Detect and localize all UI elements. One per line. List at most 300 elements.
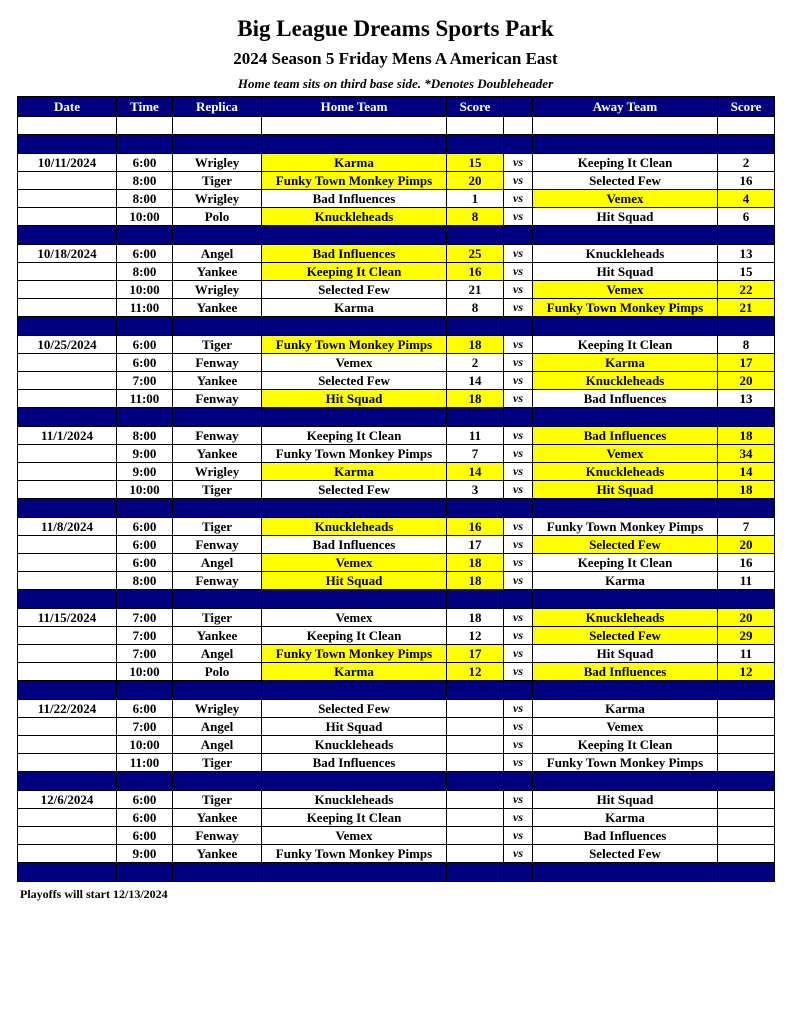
home-score-cell: 8 [447, 299, 504, 317]
time-cell: 6:00 [117, 354, 173, 372]
date-cell [18, 445, 117, 463]
home-team-cell: Selected Few [262, 281, 447, 299]
time-cell: 6:00 [117, 554, 173, 572]
date-cell [18, 572, 117, 590]
table-row [18, 754, 775, 772]
time-cell: 7:00 [117, 372, 173, 390]
replica-cell: Angel [173, 245, 262, 263]
home-score-cell: 17 [447, 645, 504, 663]
away-score-cell [718, 827, 775, 845]
table-row [18, 809, 775, 827]
time-cell: 6:00 [117, 245, 173, 263]
home-score-cell [447, 754, 504, 772]
empty-cell [447, 772, 504, 791]
time-cell: 10:00 [117, 663, 173, 681]
away-team-cell: Karma [533, 354, 718, 372]
week-separator [18, 772, 775, 791]
time-cell: 8:00 [117, 172, 173, 190]
time-cell: 9:00 [117, 445, 173, 463]
away-score-cell [718, 736, 775, 754]
empty-cell [447, 590, 504, 609]
time-cell: 6:00 [117, 154, 173, 172]
replica-cell: Wrigley [173, 463, 262, 481]
replica-cell: Fenway [173, 427, 262, 445]
replica-cell: Wrigley [173, 190, 262, 208]
table-row [18, 299, 775, 317]
table-row [18, 791, 775, 809]
table-row [18, 372, 775, 390]
empty-cell [504, 590, 533, 609]
empty-cell [447, 317, 504, 336]
date-cell: 10/18/2024 [18, 245, 117, 263]
vs-cell: vs [504, 336, 533, 354]
away-score-cell [718, 791, 775, 809]
home-team-cell: Hit Squad [262, 718, 447, 736]
home-score-cell: 12 [447, 663, 504, 681]
home-team-cell: Vemex [262, 554, 447, 572]
empty-cell [262, 226, 447, 245]
home-score-cell [447, 845, 504, 863]
week-separator [18, 590, 775, 609]
empty-cell [173, 135, 262, 154]
week-separator [18, 499, 775, 518]
away-team-cell: Vemex [533, 281, 718, 299]
empty-cell [504, 117, 533, 135]
date-cell [18, 627, 117, 645]
home-team-cell: Funky Town Monkey Pimps [262, 645, 447, 663]
empty-cell [504, 408, 533, 427]
replica-cell: Polo [173, 208, 262, 226]
table-row [18, 718, 775, 736]
home-score-cell: 18 [447, 572, 504, 590]
time-cell: 11:00 [117, 754, 173, 772]
time-cell: 8:00 [117, 427, 173, 445]
time-cell: 7:00 [117, 718, 173, 736]
empty-cell [117, 772, 173, 791]
empty-cell [173, 226, 262, 245]
empty-cell [18, 408, 117, 427]
page-title: Big League Dreams Sports Park [237, 16, 554, 41]
time-cell: 8:00 [117, 263, 173, 281]
empty-cell [533, 135, 718, 154]
table-row [18, 845, 775, 863]
home-score-cell: 21 [447, 281, 504, 299]
date-cell: 11/22/2024 [18, 700, 117, 718]
vs-cell: vs [504, 281, 533, 299]
vs-cell: vs [504, 845, 533, 863]
date-cell [18, 172, 117, 190]
home-score-cell: 3 [447, 481, 504, 499]
away-score-cell: 34 [718, 445, 775, 463]
empty-cell [718, 117, 775, 135]
empty-cell [447, 681, 504, 700]
empty-cell [533, 681, 718, 700]
date-cell [18, 736, 117, 754]
empty-cell [718, 863, 775, 882]
empty-cell [18, 226, 117, 245]
empty-cell [504, 226, 533, 245]
week-separator [18, 317, 775, 336]
away-score-cell: 11 [718, 645, 775, 663]
date-cell: 11/8/2024 [18, 518, 117, 536]
date-cell: 10/11/2024 [18, 154, 117, 172]
away-team-cell: Selected Few [533, 627, 718, 645]
table-row [18, 336, 775, 354]
away-score-cell [718, 700, 775, 718]
date-cell [18, 554, 117, 572]
vs-cell: vs [504, 663, 533, 681]
away-team-cell: Selected Few [533, 845, 718, 863]
vs-cell: vs [504, 481, 533, 499]
vs-cell: vs [504, 463, 533, 481]
empty-cell [718, 681, 775, 700]
home-team-cell: Bad Influences [262, 536, 447, 554]
vs-cell: vs [504, 372, 533, 390]
date-cell [18, 372, 117, 390]
table-row [18, 481, 775, 499]
home-team-cell: Hit Squad [262, 390, 447, 408]
table-row [18, 536, 775, 554]
home-score-cell: 18 [447, 336, 504, 354]
table-row [18, 281, 775, 299]
empty-cell [718, 226, 775, 245]
date-cell [18, 754, 117, 772]
away-team-cell: Hit Squad [533, 263, 718, 281]
empty-cell [18, 117, 117, 135]
table-row [18, 572, 775, 590]
away-score-cell: 20 [718, 609, 775, 627]
empty-cell [262, 863, 447, 882]
replica-cell: Wrigley [173, 281, 262, 299]
time-cell: 6:00 [117, 700, 173, 718]
date-cell: 11/15/2024 [18, 609, 117, 627]
empty-cell [533, 317, 718, 336]
away-score-cell: 17 [718, 354, 775, 372]
home-team-cell: Vemex [262, 827, 447, 845]
empty-cell [504, 681, 533, 700]
away-score-cell: 16 [718, 554, 775, 572]
table-row [18, 172, 775, 190]
schedule-body [18, 117, 775, 882]
home-team-cell: Knuckleheads [262, 208, 447, 226]
replica-cell: Angel [173, 645, 262, 663]
replica-cell: Yankee [173, 445, 262, 463]
date-cell [18, 663, 117, 681]
home-team-cell: Vemex [262, 354, 447, 372]
empty-cell [117, 226, 173, 245]
home-team-cell: Bad Influences [262, 754, 447, 772]
away-score-cell: 2 [718, 154, 775, 172]
empty-cell [447, 499, 504, 518]
date-cell [18, 354, 117, 372]
page-subtitle: 2024 Season 5 Friday Mens A American East [233, 49, 558, 68]
vs-cell: vs [504, 536, 533, 554]
away-team-cell: Knuckleheads [533, 372, 718, 390]
empty-cell [504, 863, 533, 882]
vs-cell: vs [504, 518, 533, 536]
empty-cell [718, 317, 775, 336]
time-cell: 8:00 [117, 190, 173, 208]
replica-cell: Fenway [173, 536, 262, 554]
empty-cell [262, 408, 447, 427]
replica-cell: Yankee [173, 809, 262, 827]
empty-cell [173, 408, 262, 427]
empty-cell [18, 590, 117, 609]
away-team-cell: Knuckleheads [533, 609, 718, 627]
empty-cell [262, 772, 447, 791]
schedule-table [17, 96, 775, 882]
col-header-time: Time [117, 97, 173, 117]
away-score-cell: 18 [718, 427, 775, 445]
empty-cell [173, 499, 262, 518]
vs-cell: vs [504, 809, 533, 827]
home-score-cell [447, 718, 504, 736]
home-score-cell: 8 [447, 208, 504, 226]
away-team-cell: Knuckleheads [533, 245, 718, 263]
time-cell: 7:00 [117, 645, 173, 663]
home-score-cell: 14 [447, 463, 504, 481]
date-cell [18, 190, 117, 208]
home-score-cell: 20 [447, 172, 504, 190]
empty-cell [18, 863, 117, 882]
time-cell: 6:00 [117, 827, 173, 845]
empty-cell [18, 772, 117, 791]
away-team-cell: Bad Influences [533, 427, 718, 445]
away-score-cell: 15 [718, 263, 775, 281]
table-row [18, 263, 775, 281]
home-team-cell: Knuckleheads [262, 518, 447, 536]
vs-cell: vs [504, 700, 533, 718]
vs-cell: vs [504, 754, 533, 772]
time-cell: 10:00 [117, 736, 173, 754]
empty-cell [117, 117, 173, 135]
empty-cell [262, 681, 447, 700]
empty-cell [533, 226, 718, 245]
home-score-cell [447, 809, 504, 827]
vs-cell: vs [504, 263, 533, 281]
home-score-cell [447, 791, 504, 809]
empty-cell [447, 117, 504, 135]
empty-cell [533, 117, 718, 135]
col-header-date: Date [18, 97, 117, 117]
away-team-cell: Vemex [533, 190, 718, 208]
away-score-cell [718, 809, 775, 827]
table-row [18, 645, 775, 663]
date-cell [18, 208, 117, 226]
away-score-cell: 14 [718, 463, 775, 481]
away-score-cell: 13 [718, 245, 775, 263]
vs-cell: vs [504, 791, 533, 809]
date-cell [18, 299, 117, 317]
time-cell: 11:00 [117, 299, 173, 317]
home-score-cell: 15 [447, 154, 504, 172]
week-separator [18, 226, 775, 245]
empty-cell [18, 135, 117, 154]
empty-cell [533, 863, 718, 882]
time-cell: 10:00 [117, 281, 173, 299]
empty-cell [718, 408, 775, 427]
replica-cell: Angel [173, 554, 262, 572]
vs-cell: vs [504, 299, 533, 317]
col-header-vs [504, 97, 533, 117]
time-cell: 6:00 [117, 809, 173, 827]
home-score-cell: 25 [447, 245, 504, 263]
replica-cell: Tiger [173, 481, 262, 499]
empty-cell [262, 590, 447, 609]
away-team-cell: Bad Influences [533, 827, 718, 845]
empty-cell [18, 317, 117, 336]
replica-cell: Tiger [173, 754, 262, 772]
week-separator [18, 408, 775, 427]
week-separator [18, 863, 775, 882]
time-cell: 6:00 [117, 536, 173, 554]
vs-cell: vs [504, 354, 533, 372]
home-score-cell: 14 [447, 372, 504, 390]
home-score-cell: 12 [447, 627, 504, 645]
replica-cell: Tiger [173, 336, 262, 354]
empty-cell [533, 499, 718, 518]
home-team-cell: Karma [262, 463, 447, 481]
replica-cell: Fenway [173, 572, 262, 590]
col-header-away-score: Score [718, 97, 775, 117]
replica-cell: Yankee [173, 299, 262, 317]
home-score-cell: 2 [447, 354, 504, 372]
away-team-cell: Keeping It Clean [533, 736, 718, 754]
home-team-cell: Karma [262, 154, 447, 172]
away-team-cell: Karma [533, 809, 718, 827]
replica-cell: Yankee [173, 627, 262, 645]
table-header-row [18, 97, 775, 117]
empty-cell [173, 590, 262, 609]
empty-cell [18, 681, 117, 700]
home-team-cell: Selected Few [262, 481, 447, 499]
empty-cell [173, 681, 262, 700]
empty-cell [117, 681, 173, 700]
vs-cell: vs [504, 390, 533, 408]
empty-cell [117, 863, 173, 882]
home-team-cell: Funky Town Monkey Pimps [262, 445, 447, 463]
vs-cell: vs [504, 190, 533, 208]
table-row [18, 609, 775, 627]
date-cell [18, 827, 117, 845]
col-header-home-team: Home Team [262, 97, 447, 117]
col-header-away-team: Away Team [533, 97, 718, 117]
home-team-cell: Karma [262, 663, 447, 681]
away-score-cell: 22 [718, 281, 775, 299]
date-cell [18, 809, 117, 827]
home-score-cell: 11 [447, 427, 504, 445]
blank-row [18, 117, 775, 135]
empty-cell [447, 226, 504, 245]
date-cell [18, 645, 117, 663]
home-team-cell: Karma [262, 299, 447, 317]
empty-cell [18, 499, 117, 518]
time-cell: 10:00 [117, 481, 173, 499]
col-header-home-score: Score [447, 97, 504, 117]
time-cell: 8:00 [117, 572, 173, 590]
away-score-cell: 29 [718, 627, 775, 645]
home-score-cell: 18 [447, 554, 504, 572]
away-team-cell: Vemex [533, 718, 718, 736]
vs-cell: vs [504, 572, 533, 590]
footer-note: Playoffs will start 12/13/2024 [20, 887, 168, 901]
time-cell: 10:00 [117, 208, 173, 226]
empty-cell [117, 317, 173, 336]
home-team-cell: Knuckleheads [262, 791, 447, 809]
table-row [18, 827, 775, 845]
away-score-cell: 6 [718, 208, 775, 226]
empty-cell [173, 317, 262, 336]
empty-cell [504, 317, 533, 336]
date-cell [18, 281, 117, 299]
table-row [18, 518, 775, 536]
away-team-cell: Hit Squad [533, 208, 718, 226]
table-row [18, 663, 775, 681]
away-team-cell: Hit Squad [533, 791, 718, 809]
empty-cell [718, 590, 775, 609]
table-row [18, 190, 775, 208]
away-score-cell: 20 [718, 536, 775, 554]
empty-cell [447, 135, 504, 154]
date-cell [18, 263, 117, 281]
time-cell: 11:00 [117, 390, 173, 408]
away-team-cell: Funky Town Monkey Pimps [533, 754, 718, 772]
replica-cell: Yankee [173, 263, 262, 281]
home-team-cell: Funky Town Monkey Pimps [262, 336, 447, 354]
replica-cell: Tiger [173, 791, 262, 809]
date-cell [18, 536, 117, 554]
empty-cell [447, 408, 504, 427]
table-row [18, 390, 775, 408]
time-cell: 6:00 [117, 518, 173, 536]
away-score-cell: 7 [718, 518, 775, 536]
table-row [18, 427, 775, 445]
empty-cell [533, 408, 718, 427]
away-team-cell: Selected Few [533, 536, 718, 554]
replica-cell: Wrigley [173, 700, 262, 718]
empty-cell [262, 135, 447, 154]
replica-cell: Fenway [173, 827, 262, 845]
empty-cell [117, 408, 173, 427]
empty-cell [504, 772, 533, 791]
time-cell: 6:00 [117, 336, 173, 354]
away-score-cell: 21 [718, 299, 775, 317]
table-row [18, 245, 775, 263]
replica-cell: Tiger [173, 609, 262, 627]
away-team-cell: Funky Town Monkey Pimps [533, 299, 718, 317]
empty-cell [262, 117, 447, 135]
away-team-cell: Bad Influences [533, 390, 718, 408]
date-cell [18, 845, 117, 863]
empty-cell [117, 135, 173, 154]
replica-cell: Yankee [173, 845, 262, 863]
away-score-cell: 18 [718, 481, 775, 499]
home-score-cell: 18 [447, 390, 504, 408]
table-row [18, 463, 775, 481]
home-team-cell: Keeping It Clean [262, 809, 447, 827]
table-row [18, 627, 775, 645]
vs-cell: vs [504, 609, 533, 627]
empty-cell [718, 772, 775, 791]
home-team-cell: Keeping It Clean [262, 627, 447, 645]
empty-cell [504, 499, 533, 518]
away-team-cell: Keeping It Clean [533, 336, 718, 354]
vs-cell: vs [504, 736, 533, 754]
vs-cell: vs [504, 445, 533, 463]
empty-cell [173, 772, 262, 791]
time-cell: 9:00 [117, 845, 173, 863]
away-team-cell: Hit Squad [533, 481, 718, 499]
